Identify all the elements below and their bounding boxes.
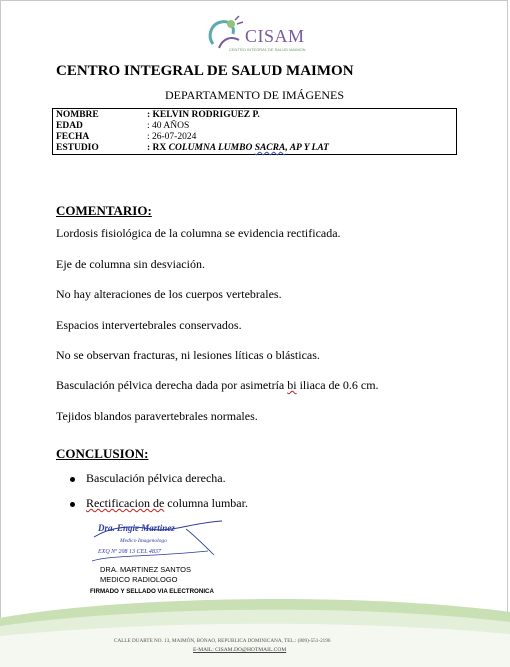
bullet-icon (70, 477, 75, 482)
study-prefix: : RX (147, 143, 169, 153)
info-value: : 26-07-2024 (147, 132, 197, 142)
asym-part-b: bi (287, 378, 297, 392)
signature-script-role: Medico Imagenologo (120, 538, 167, 544)
department-title: DEPARTAMENTO DE IMÁGENES (165, 88, 344, 102)
info-key: ESTUDIO (56, 143, 99, 153)
comment-line: Lordosis fisiológica de la columna se evidencia rectificada. (56, 226, 341, 240)
info-value (147, 143, 329, 154)
page-title: CENTRO INTEGRAL DE SALUD MAIMON (56, 63, 354, 79)
signature-script-exq: EXQ Nº 208 13 CEL 4837 (98, 549, 161, 555)
footer-wave (0, 590, 510, 667)
signature-note: FIRMADO Y SELLADO VIA ELECTRONICA (90, 588, 214, 595)
bullet-icon (70, 502, 75, 507)
asym-part-c: iliaca de 0.6 cm. (296, 378, 379, 392)
comment-line: Espacios intervertebrales conservados. (56, 318, 242, 332)
asym-part-a: Basculación pélvica derecha dada por asimetría (56, 378, 288, 392)
conclusion-item2-b: columna lumbar. (164, 496, 248, 510)
info-key: EDAD (56, 121, 83, 131)
signature-script-name: Dra. Engie Martinez (98, 523, 175, 533)
comment-line: No se observan fracturas, ni lesiones líticas o blásticas. (56, 348, 320, 362)
conclusion-item2-a: Rectificacion de (86, 496, 165, 510)
study-name-c: , AP Y LAT (285, 143, 329, 153)
info-key: FECHA (56, 132, 90, 142)
patient-info-box (52, 108, 457, 155)
footer-address: CALLE DUARTE NO. 13, MAIMÓN, BONAO, REPUBLICA DOMINICANA, TEL.: (809)-551-2196 (114, 638, 331, 644)
logo-wordmark: CISAM (245, 26, 305, 46)
comment-line-asymmetry (56, 378, 379, 393)
footer-email: E-MAIL: CISAM.DO@HOTMAIL.COM (193, 647, 287, 653)
logo-subtitle: CENTRO INTEGRAL DE SALUD MAIMON (229, 47, 306, 52)
conclusion-heading: CONCLUSION: (56, 446, 149, 461)
signature-stamp (90, 515, 230, 565)
signature-name: DRA. MARTINEZ SANTOS (100, 565, 191, 574)
conclusion-item (86, 496, 248, 511)
conclusion-item: Basculación pélvica derecha. (86, 471, 226, 485)
comentario-heading: COMENTARIO: (56, 203, 152, 218)
info-value: : KELVIN RODRIGUEZ P. (147, 110, 260, 120)
study-name-a: COLUMNA LUMBO (168, 143, 255, 153)
comment-line: No hay alteraciones de los cuerpos vertebrales. (56, 287, 282, 301)
study-name-b: SACRA (254, 143, 286, 153)
signature-role: MEDICO RADIOLOGO (100, 575, 178, 584)
comment-line: Tejidos blandos paravertebrales normales. (56, 409, 258, 423)
comment-line: Eje de columna sin desviación. (56, 257, 205, 271)
info-value: : 40 AÑOS (147, 121, 190, 131)
cisam-logo (205, 14, 325, 56)
info-key: NOMBRE (56, 110, 99, 120)
